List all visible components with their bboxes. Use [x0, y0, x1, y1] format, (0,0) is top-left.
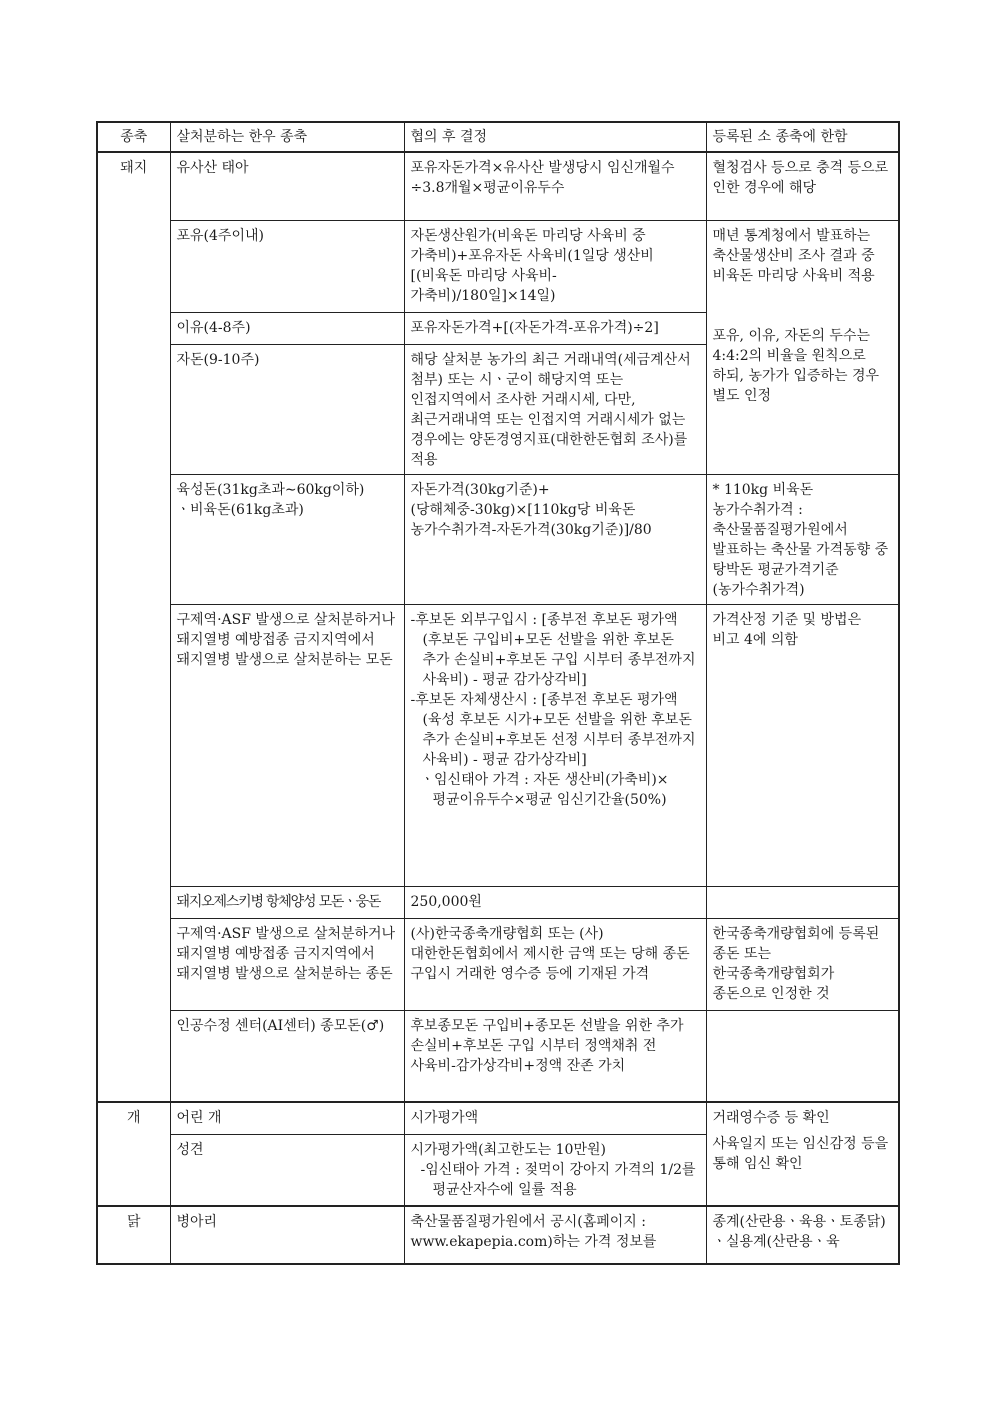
- note-cell: 사육일지 또는 임신감정 등을 통해 임신 확인: [706, 1134, 899, 1206]
- item-cell: 병아리: [170, 1206, 404, 1264]
- price-line-internal: -후보돈 자체생산시 : [종부전 후보돈 평가액(육성 후보돈 시가+모돈 선발을 위한 후보돈 추가 손실비+후보돈 선정 시부터 종부전까지 사육비) - 평균 감가상각비]: [410, 691, 696, 768]
- note-cell: 한국종축개량협회에 등록된 종돈 또는 한국종축개량협회가 종돈으로 인정한 것: [706, 918, 899, 1010]
- group-dog: 개: [97, 1102, 170, 1206]
- group-chicken: 닭: [97, 1206, 170, 1264]
- price-cell: 시가평가액: [404, 1102, 706, 1134]
- note-cell: [706, 1010, 899, 1102]
- price-cell: 축산물품질평가원에서 공시(홈페이지 : www.ekapepia.com)하는 가격 정보를: [404, 1206, 706, 1264]
- item-cell: 구제역·ASF 발생으로 살처분하거나 돼지열병 예방접종 금지지역에서 돼지열병 발생으로 살처분하는 종돈: [170, 918, 404, 1010]
- item-cell: 인공수정 센터(AI센터) 종모돈(♂): [170, 1010, 404, 1102]
- table-row: [97, 474, 899, 604]
- price-cell: 250,000원: [404, 886, 706, 918]
- price-cell: 자돈가격(30kg기준)+(당해체중-30kg)×[110kg당 비육돈 농가수취가격-자돈가격(30kg기준)]/80: [404, 474, 706, 604]
- table-row: [97, 1206, 899, 1264]
- note-cell: 혈청검사 등으로 충격 등으로 인한 경우에 해당: [706, 152, 899, 220]
- table-row: [97, 918, 899, 1010]
- table-row: [97, 604, 899, 886]
- price-cell: 포유자돈가격×유사산 발생당시 임신개월수÷3.8개월×평균이유두수: [404, 152, 706, 220]
- table-row: [97, 220, 899, 312]
- table-row: [97, 312, 899, 344]
- price-line-external: -후보돈 외부구입시 : [종부전 후보돈 평가액(후보돈 구입비+모돈 선발을 위한 후보돈 추가 손실비+후보돈 구입 시부터 종부전까지 사육비) - 평균 감가상각비]: [410, 611, 696, 688]
- price-cell: 해당 살처분 농가의 최근 거래내역(세금계산서 첨부) 또는 시ㆍ군이 해당지역 또는 인접지역에서 조사한 거래시세, 다만, 최근거래내역 또는 인접지역 거래시세가 없는 경우에는 양돈경영지표(대한한돈협회 조사)를 적용: [404, 344, 706, 474]
- price-cell: [404, 604, 706, 886]
- note-cell: 매년 통계청에서 발표하는 축산물생산비 조사 결과 중 비육돈 마리당 사육비 적용: [706, 220, 899, 312]
- table-row: [97, 152, 899, 220]
- item-cell: 성견: [170, 1134, 404, 1206]
- header-species: 종축: [97, 122, 170, 152]
- price-cell: 후보종모돈 구입비+종모돈 선발을 위한 추가 손실비+후보돈 구입 시부터 정액채취 전 사육비-감가상각비+정액 잔존 가치: [404, 1010, 706, 1102]
- item-cell: 유사산 태아: [170, 152, 404, 220]
- note-cell: [706, 886, 899, 918]
- header-price: 협의 후 결정: [404, 122, 706, 152]
- item-cell: 어린 개: [170, 1102, 404, 1134]
- group-pig: 돼지: [97, 152, 170, 1102]
- note-cell: 종계(산란용ㆍ육용ㆍ토종닭) ㆍ실용계(산란용ㆍ육: [706, 1206, 899, 1264]
- table-row: [97, 1010, 899, 1102]
- table-row: [97, 886, 899, 918]
- item-cell: 자돈(9-10주): [170, 344, 404, 474]
- price-line-main: 시가평가액(최고한도는 10만원): [410, 1141, 606, 1158]
- table-row: [97, 1134, 899, 1206]
- item-cell: 구제역·ASF 발생으로 살처분하거나 돼지열병 예방접종 금지지역에서 돼지열병 발생으로 살처분하는 모돈: [170, 604, 404, 886]
- note-cell: * 110kg 비육돈 농가수취가격 : 축산물품질평가원에서 발표하는 축산물 가격동향 중 탕박돈 평균가격기준(농가수취가격): [706, 474, 899, 604]
- price-cell: (사)한국종축개량협회 또는 (사)대한한돈협회에서 제시한 금액 또는 당해 종돈 구입시 거래한 영수증 등에 기재된 가격: [404, 918, 706, 1010]
- item-cell: 이유(4-8주): [170, 312, 404, 344]
- livestock-compensation-table: [96, 121, 900, 1265]
- header-item: 살처분하는 한우 종축: [170, 122, 404, 152]
- header-note: 등록된 소 종축에 한함: [706, 122, 899, 152]
- price-line-fetus: -임신태아 가격 : 젖먹이 강아지 가격의 1/2를 평균산자수에 일률 적용: [420, 1161, 696, 1198]
- note-cell: 포유, 이유, 자돈의 두수는 4:4:2의 비율을 원칙으로 하되, 농가가 입증하는 경우 별도 인정: [706, 312, 899, 474]
- table-row: [97, 1102, 899, 1134]
- header-row: [97, 122, 899, 152]
- note-cell: 가격산정 기준 및 방법은 비고 4에 의함: [706, 604, 899, 886]
- note-cell: 거래영수증 등 확인: [706, 1102, 899, 1134]
- item-cell: 돼지오제스키병 항체양성 모돈ㆍ웅돈: [170, 886, 404, 918]
- item-cell: 육성돈(31kg초과∼60kg이하)ㆍ비육돈(61kg초과): [170, 474, 404, 604]
- price-line-fetus: ㆍ임신태아 가격 : 자돈 생산비(가축비)×평균이유두수×평균 임신기간율(50%): [420, 771, 669, 808]
- price-cell: 자돈생산원가(비육돈 마리당 사육비 중 가축비)+포유자돈 사육비(1일당 생산비[(비육돈 마리당 사육비-가축비)/180일]×14일): [404, 220, 706, 312]
- item-cell: 포유(4주이내): [170, 220, 404, 312]
- price-cell: 포유자돈가격+[(자돈가격-포유가격)÷2]: [404, 312, 706, 344]
- price-cell: [404, 1134, 706, 1206]
